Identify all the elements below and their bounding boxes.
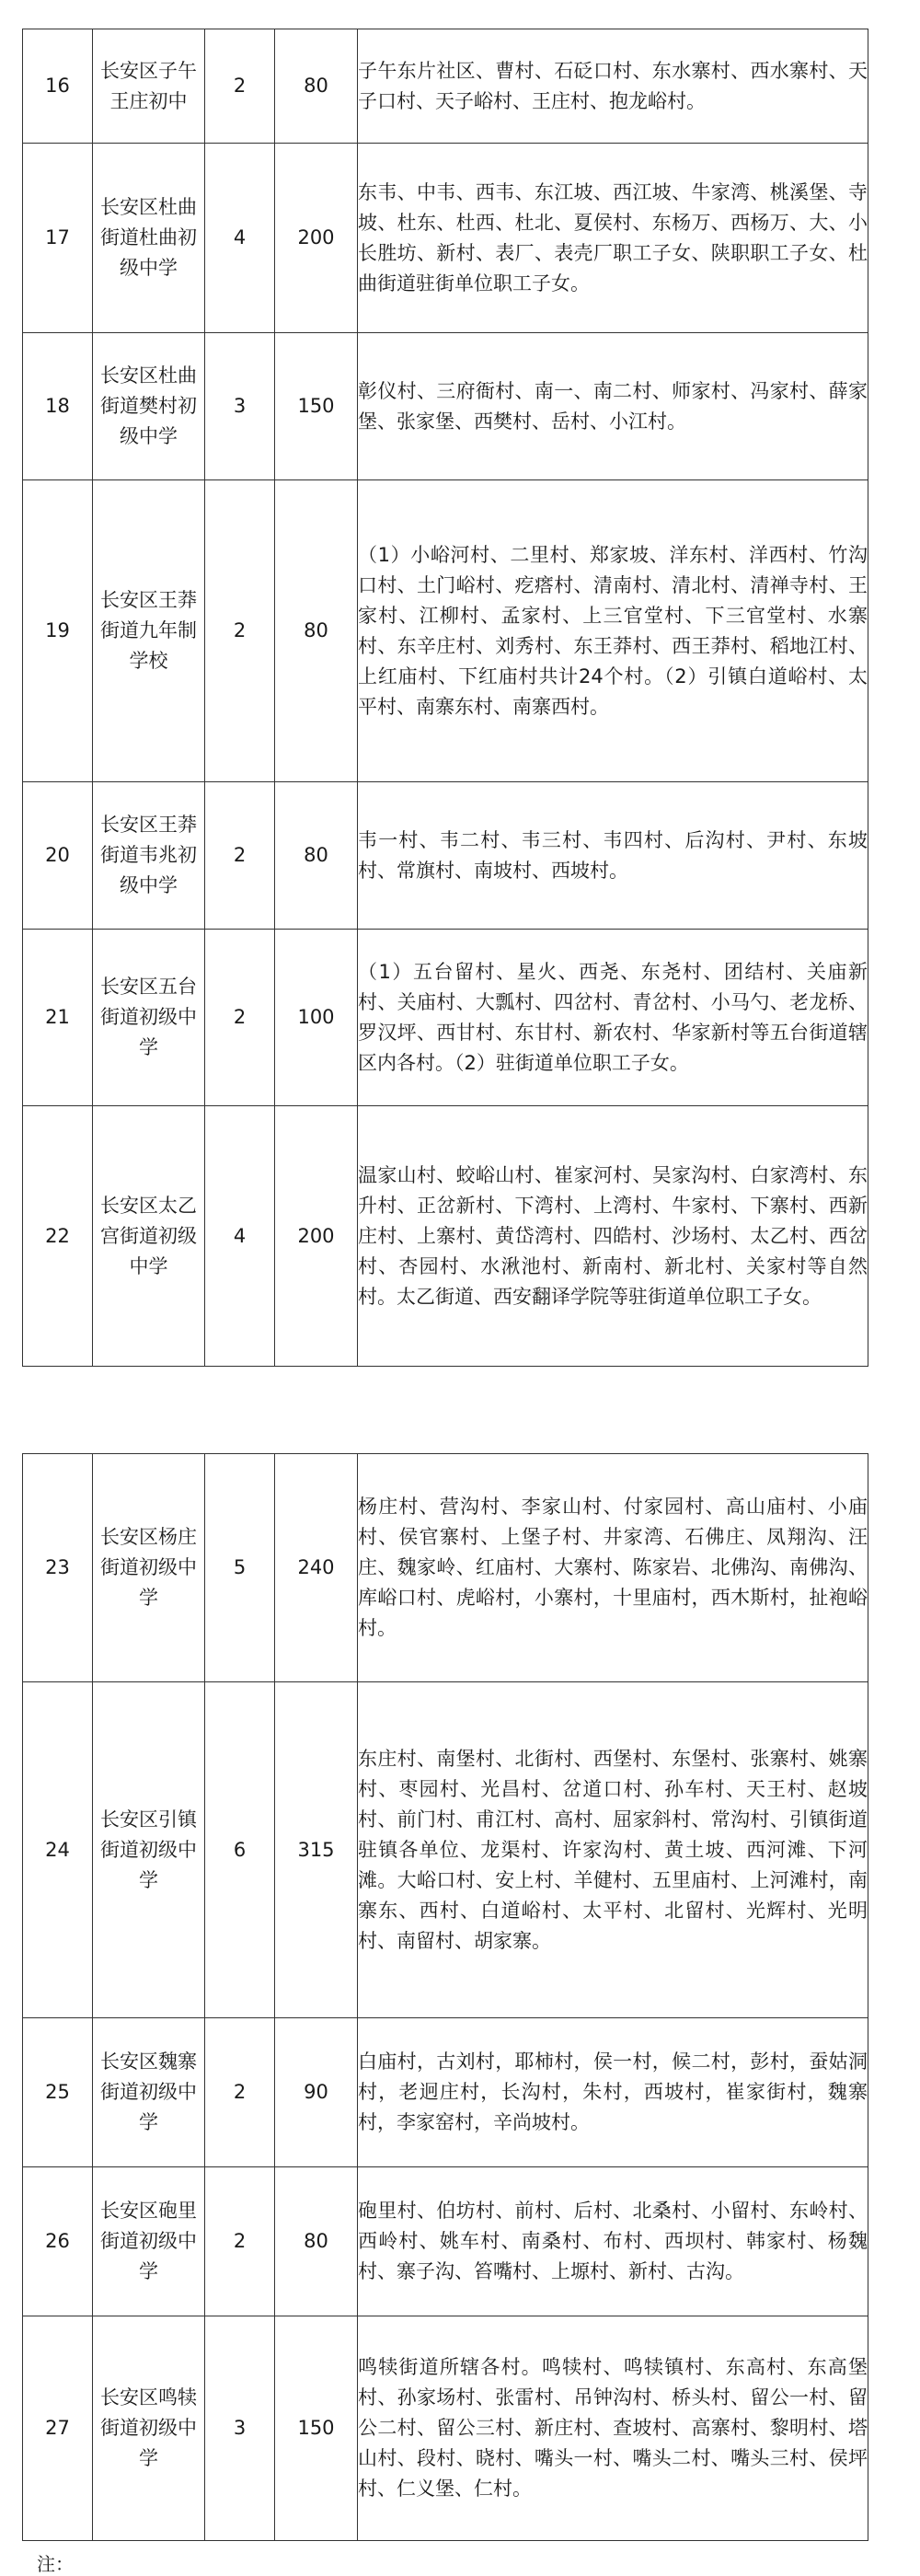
table-row <box>23 930 868 1106</box>
school-name: 长安区砲里街道初级中学 <box>93 2167 205 2316</box>
school-name: 长安区杜曲街道樊村初级中学 <box>93 333 205 480</box>
enrollment-count: 80 <box>275 29 358 144</box>
enrollment-count: 150 <box>275 333 358 480</box>
table-row <box>23 2167 868 2316</box>
school-name: 长安区引镇街道初级中学 <box>93 1682 205 2018</box>
row-number: 20 <box>23 782 93 930</box>
row-number: 23 <box>23 1454 93 1682</box>
school-name: 长安区鸣犊街道初级中学 <box>93 2316 205 2541</box>
school-name: 长安区王莽街道韦兆初级中学 <box>93 782 205 930</box>
table-row <box>23 2018 868 2167</box>
enrollment-count: 315 <box>275 1682 358 2018</box>
table-row <box>23 333 868 480</box>
enrollment-area: 温家山村、蛟峪山村、崔家河村、吴家沟村、白家湾村、东升村、正岔新村、下湾村、上湾村、牛家村、下寨村、西新庄村、上寨村、黄岱湾村、四皓村、沙场村、太乙村、西岔村、杏园村、水湫池村、新南村、新北村、关家村等自然村。太乙街道、西安翻译学院等驻街道单位职工子女。 <box>358 1106 868 1367</box>
enrollment-area: 白庙村，古刘村，耶柿村，侯一村，候二村，彭村，蚕姑洞村，老迥庄村，长沟村，朱村，西坡村，崔家街村，魏寨村，李家窑村，辛尚坡村。 <box>358 2018 868 2167</box>
row-number: 25 <box>23 2018 93 2167</box>
school-name: 长安区王莽街道九年制学校 <box>93 480 205 782</box>
enrollment-area: 杨庄村、营沟村、李家山村、付家园村、高山庙村、小庙村、侯官寨村、上堡子村、井家湾、石佛庄、凤翔沟、汪庄、魏家岭、红庙村、大寨村、陈家岩、北佛沟、南佛沟、库峪口村、虎峪村，小寨村，十里庙村，西木斯村，扯袍峪村。 <box>358 1454 868 1682</box>
enrollment-area: （1）小峪河村、二里村、郑家坡、洋东村、洋西村、竹沟口村、土门峪村、疙瘩村、清南村、清北村、清禅寺村、王家村、江柳村、孟家村、上三官堂村、下三官堂村、水寨村、东辛庄村、刘秀村、东王莽村、西王莽村、稻地江村、上红庙村、下红庙村共计24个村。（2）引镇白道峪村、太平村、南寨东村、南寨西村。 <box>358 480 868 782</box>
enrollment-area: 东韦、中韦、西韦、东江坡、西江坡、牛家湾、桃溪堡、寺坡、杜东、杜西、杜北、夏侯村、东杨万、西杨万、大、小长胜坊、新村、表厂、表壳厂职工子女、陕职职工子女、杜曲街道驻街单位职工子女。 <box>358 144 868 333</box>
enrollment-count: 100 <box>275 930 358 1106</box>
footnote-label: 注： <box>37 2553 74 2575</box>
row-number: 27 <box>23 2316 93 2541</box>
class-count: 2 <box>205 480 275 782</box>
table-row <box>23 480 868 782</box>
row-number: 21 <box>23 930 93 1106</box>
enrollment-count: 200 <box>275 144 358 333</box>
enrollment-area: 子午东片社区、曹村、石砭口村、东水寨村、西水寨村、天子口村、天子峪村、王庄村、抱龙峪村。 <box>358 29 868 144</box>
table-row <box>23 782 868 930</box>
class-count: 2 <box>205 2167 275 2316</box>
table-row <box>23 1682 868 2018</box>
class-count: 2 <box>205 2018 275 2167</box>
enrollment-area: （1）五台留村、星火、西尧、东尧村、团结村、关庙新村、关庙村、大瓢村、四岔村、青岔村、小马勺、老龙桥、罗汉坪、西甘村、东甘村、新农村、华家新村等五台街道辖区内各村。（2）驻街道单位职工子女。 <box>358 930 868 1106</box>
enrollment-area: 砲里村、伯坊村、前村、后村、北桑村、小留村、东岭村、西岭村、姚车村、南桑村、布村、西坝村、韩家村、杨魏村、寨子沟、笞嘴村、上塬村、新村、古沟。 <box>358 2167 868 2316</box>
enrollment-area: 韦一村、韦二村、韦三村、韦四村、后沟村、尹村、东坡村、常旗村、南坡村、西坡村。 <box>358 782 868 930</box>
school-name: 长安区子午王庄初中 <box>93 29 205 144</box>
row-number: 22 <box>23 1106 93 1367</box>
enrollment-table-part-1 <box>22 29 868 1367</box>
enrollment-table-part-2 <box>22 1453 868 2541</box>
table-row <box>23 1454 868 1682</box>
class-count: 3 <box>205 333 275 480</box>
class-count: 2 <box>205 782 275 930</box>
class-count: 5 <box>205 1454 275 1682</box>
class-count: 2 <box>205 930 275 1106</box>
school-name: 长安区太乙宫街道初级中学 <box>93 1106 205 1367</box>
row-number: 26 <box>23 2167 93 2316</box>
school-name: 长安区五台街道初级中学 <box>93 930 205 1106</box>
enrollment-count: 80 <box>275 2167 358 2316</box>
enrollment-count: 150 <box>275 2316 358 2541</box>
class-count: 4 <box>205 144 275 333</box>
enrollment-area: 东庄村、南堡村、北街村、西堡村、东堡村、张寨村、姚寨村、枣园村、光昌村、岔道口村、孙车村、天王村、赵坡村、前门村、甫江村、高村、屈家斜村、常沟村、引镇街道驻镇各单位、龙渠村、许家沟村、黄土坡、西河滩、下河滩。大峪口村、安上村、羊健村、五里庙村、上河滩村，南寨东、西村、白道峪村、太平村、北留村、光辉村、光明村、南留村、胡家寨。 <box>358 1682 868 2018</box>
table-row <box>23 2316 868 2541</box>
school-name: 长安区杜曲街道杜曲初级中学 <box>93 144 205 333</box>
table-row <box>23 29 868 144</box>
class-count: 4 <box>205 1106 275 1367</box>
table-row <box>23 1106 868 1367</box>
row-number: 17 <box>23 144 93 333</box>
row-number: 19 <box>23 480 93 782</box>
school-name: 长安区杨庄街道初级中学 <box>93 1454 205 1682</box>
enrollment-count: 80 <box>275 480 358 782</box>
enrollment-count: 90 <box>275 2018 358 2167</box>
enrollment-area: 彰仪村、三府衙村、南一、南二村、师家村、冯家村、薛家堡、张家堡、西樊村、岳村、小江村。 <box>358 333 868 480</box>
enrollment-count: 200 <box>275 1106 358 1367</box>
class-count: 2 <box>205 29 275 144</box>
enrollment-count: 240 <box>275 1454 358 1682</box>
table-row <box>23 144 868 333</box>
class-count: 3 <box>205 2316 275 2541</box>
row-number: 16 <box>23 29 93 144</box>
row-number: 24 <box>23 1682 93 2018</box>
enrollment-area: 鸣犊街道所辖各村。鸣犊村、鸣犊镇村、东高村、东高堡村、孙家场村、张雷村、吊钟沟村、桥头村、留公一村、留公二村、留公三村、新庄村、查坡村、高寨村、黎明村、塔山村、段村、晓村、嘴头一村、嘴头二村、嘴头三村、侯坪村、仁义堡、仁村。 <box>358 2316 868 2541</box>
class-count: 6 <box>205 1682 275 2018</box>
enrollment-count: 80 <box>275 782 358 930</box>
row-number: 18 <box>23 333 93 480</box>
school-name: 长安区魏寨街道初级中学 <box>93 2018 205 2167</box>
